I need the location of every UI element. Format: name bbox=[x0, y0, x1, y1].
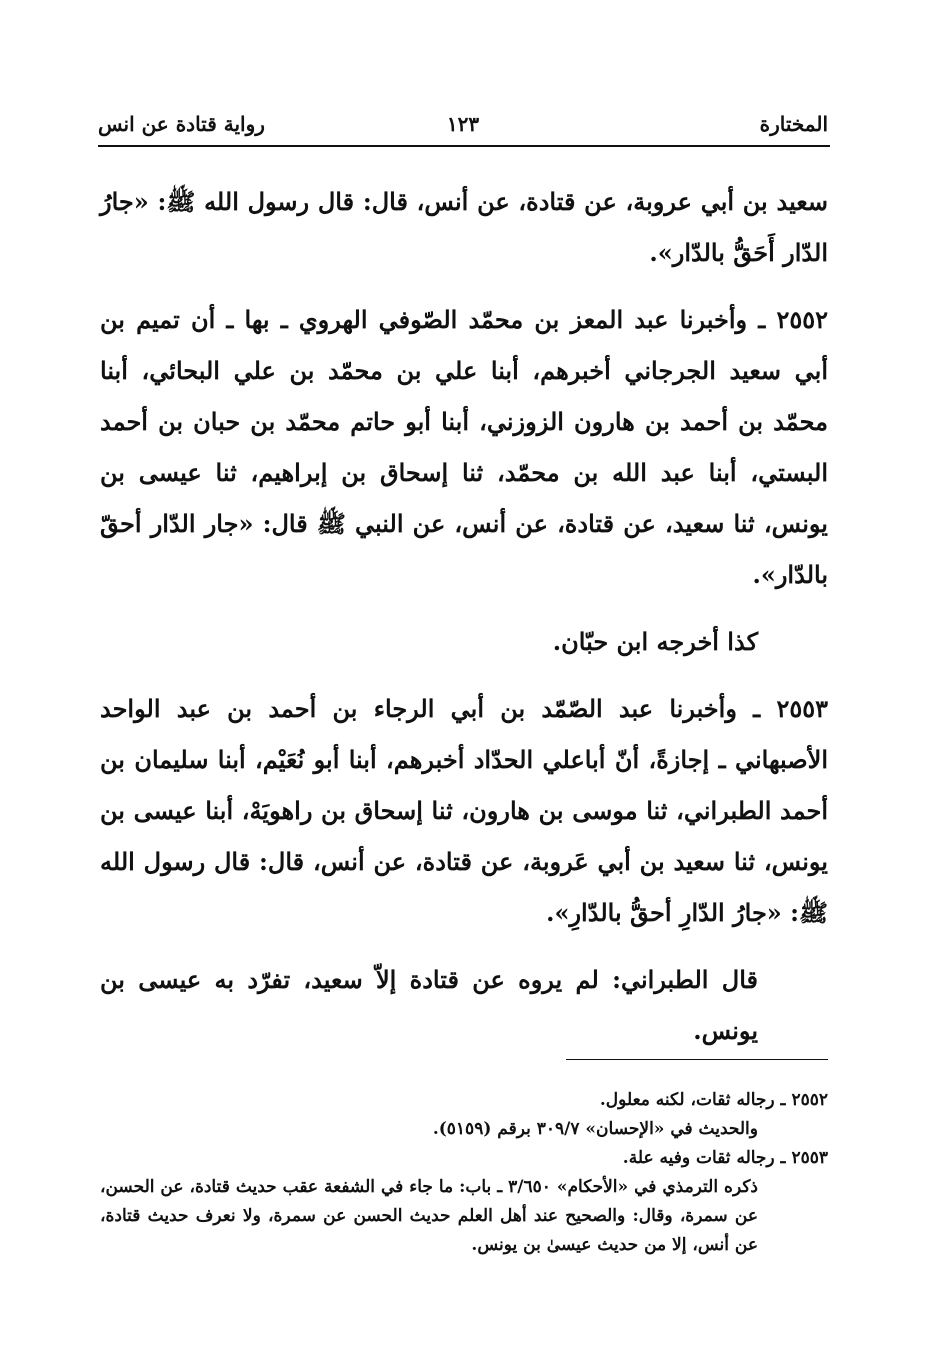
chapter-title: رواية قتادة عن انس bbox=[98, 112, 265, 136]
footnote-number: ٢٥٥٢ bbox=[791, 1090, 828, 1110]
paragraph-intro: سعيد بن أبي عروبة، عن قتادة، عن أنس، قال: قال رسول الله ﷺ: «جارُ الدّار أَحَقُّ بالدّار». bbox=[100, 187, 828, 267]
hadith-number: ٢٥٥٢ bbox=[776, 305, 828, 334]
footnote-text: ـ رجاله ثقات، لكنه معلول. bbox=[599, 1090, 786, 1110]
book-title: المختارة bbox=[759, 112, 828, 136]
page-number: ١٢٣ bbox=[446, 112, 480, 136]
hadith-2552 bbox=[100, 294, 828, 600]
hadith-number: ٢٥٥٣ bbox=[776, 694, 828, 723]
footnote-number: ٢٥٥٣ bbox=[791, 1148, 828, 1168]
header-divider bbox=[98, 145, 830, 147]
footnotes bbox=[100, 1086, 828, 1260]
footnote-divider bbox=[566, 1059, 828, 1060]
footnote-2552-line1 bbox=[100, 1086, 828, 1115]
footnote-2553-line2: ذكره الترمذي في «الأحكام» ٣/٦٥٠ ـ باب: ما جاء في الشفعة عقب حديث قتادة، عن الحسن، عن سمرة، وقال: والصحيح عند أهل العلم حديث الحسن عن سمرة، ولا نعرف حديث قتادة، عن أنس، إلا من حديث عيسىٰ بن يونس. bbox=[100, 1177, 758, 1255]
running-header bbox=[98, 108, 828, 142]
note-tabarani: قال الطبراني: لم يروه عن قتادة إلاّ سعيد، تفرّد به عيسى بن يونس. bbox=[100, 965, 758, 1045]
hadith-text: ـ وأخبرنا عبد الصّمّد بن أبي الرجاء بن أحمد بن عبد الواحد الأصبهاني ـ إجازةً، أنّ أباعلي الحدّاد أخبرهم، أبنا أبو نُعَيْم، أبنا سليمان بن أحمد الطبراني، ثنا موسى بن هارون، ثنا إسحاق بن راهويَهْ، أبنا عيسى بن يونس، ثنا سعيد بن أبي عَروبة، عن قتادة، عن أنس، قال: قال رسول الله ﷺ: «جارُ الدّارِ أحقُّ بالدّارِ». bbox=[100, 694, 828, 927]
hadith-2553 bbox=[100, 683, 828, 938]
footnote-2553-line1 bbox=[100, 1144, 828, 1173]
note-ibn-hibban: كذا أخرجه ابن حبّان. bbox=[552, 627, 758, 656]
hadith-text: ـ وأخبرنا عبد المعز بن محمّد الصّوفي الهروي ـ بها ـ أن تميم بن أبي سعيد الجرجاني أخبرهم، أبنا علي بن محمّد بن علي البحائي، أبنا محمّد بن أحمد بن هارون الزوزني، أبنا أبو حاتم محمّد بن حبان بن أحمد البستي، أبنا عبد الله بن محمّد، ثنا إسحاق بن إبراهيم، ثنا عيسى بن يونس، ثنا سعيد، عن قتادة، عن أنس، عن النبي ﷺ قال: «جار الدّار أحقّ بالدّار». bbox=[100, 305, 828, 589]
footnote-2552-line2: والحديث في «الإحسان» ٣٠٩/٧ برقم (٥١٥٩). bbox=[432, 1119, 758, 1139]
footnote-text: ـ رجاله ثقات وفيه علة. bbox=[622, 1148, 786, 1168]
main-text bbox=[100, 176, 828, 1056]
